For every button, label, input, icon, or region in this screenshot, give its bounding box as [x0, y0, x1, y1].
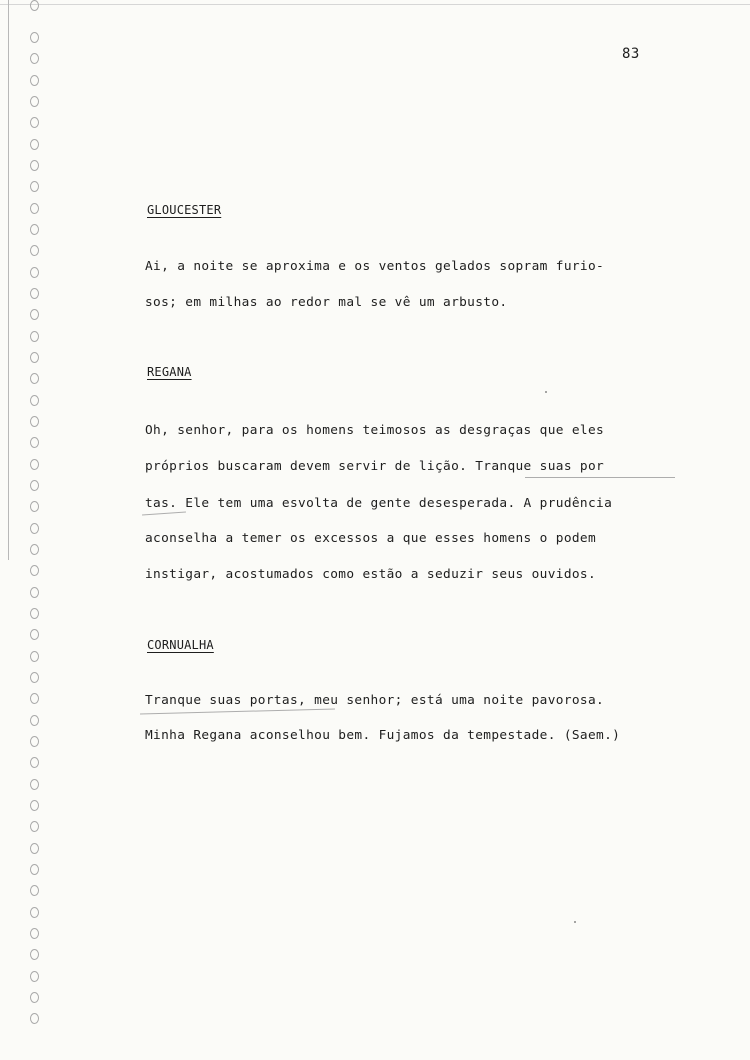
punch-hole-icon [30, 1013, 39, 1024]
punch-hole-icon [30, 224, 39, 235]
punch-hole-icon [30, 96, 39, 107]
punch-hole-icon [30, 587, 39, 598]
dialogue-line: sos; em milhas ao redor mal se vê um arbusto. [145, 295, 508, 310]
dialogue-line: Tranque suas portas, meu senhor; está uma noite pavorosa. [145, 693, 605, 708]
punch-hole-icon [30, 53, 39, 64]
punch-hole-icon [30, 523, 39, 534]
punch-hole-icon [30, 288, 39, 299]
punch-hole-icon [30, 75, 39, 86]
punch-hole-icon [30, 864, 39, 875]
punch-hole-icon [30, 203, 39, 214]
punch-hole-icon [30, 693, 39, 704]
punch-hole-icon [30, 139, 39, 150]
punch-hole-icon [30, 416, 39, 427]
punch-hole-icon [30, 160, 39, 171]
punch-hole-icon [30, 629, 39, 640]
punch-hole-icon [30, 544, 39, 555]
punched-holes-column [0, 0, 50, 1060]
punch-hole-icon [30, 437, 39, 448]
punch-hole-icon [30, 843, 39, 854]
punch-hole-icon [30, 651, 39, 662]
punch-hole-icon [30, 949, 39, 960]
punch-hole-icon [30, 352, 39, 363]
punch-hole-icon [30, 309, 39, 320]
pencil-underline-mark [142, 511, 186, 515]
punch-hole-icon [30, 885, 39, 896]
dialogue-line: Minha Regana aconselhou bem. Fujamos da tempestade. (Saem.) [145, 728, 621, 743]
punch-hole-icon [30, 715, 39, 726]
punch-hole-icon [30, 757, 39, 768]
punch-hole-icon [30, 267, 39, 278]
punch-hole-icon [30, 907, 39, 918]
punch-hole-icon [30, 928, 39, 939]
punch-hole-icon [30, 373, 39, 384]
punch-hole-icon [30, 501, 39, 512]
dialogue-line: tas. Ele tem uma esvolta de gente desesperada. A prudência [145, 496, 613, 511]
dialogue-line: Oh, senhor, para os homens teimosos as desgraças que eles [145, 423, 605, 438]
punch-hole-icon [30, 331, 39, 342]
paper-speck [545, 391, 547, 393]
page-number: 83 [622, 46, 640, 62]
dialogue-line: Ai, a noite se aproxima e os ventos gelados sopram furio- [145, 259, 605, 274]
dialogue-line: próprios buscaram devem servir de lição. Tranque suas por [145, 459, 605, 474]
punch-hole-icon [30, 32, 39, 43]
speaker-name: CORNUALHA [147, 638, 214, 652]
dialogue-line: instigar, acostumados como estão a seduzir seus ouvidos. [145, 567, 597, 582]
paper-speck [574, 921, 576, 923]
punch-hole-icon [30, 395, 39, 406]
punch-hole-icon [30, 779, 39, 790]
punch-hole-icon [30, 480, 39, 491]
punch-hole-icon [30, 736, 39, 747]
speaker-name: GLOUCESTER [147, 203, 222, 217]
punch-hole-icon [30, 117, 39, 128]
top-edge-rule [0, 4, 750, 5]
punch-hole-icon [30, 565, 39, 576]
pencil-underline-mark [525, 477, 675, 478]
pencil-underline-mark [140, 708, 335, 714]
punch-hole-icon [30, 971, 39, 982]
punch-hole-icon [30, 992, 39, 1003]
punch-hole-icon [30, 181, 39, 192]
punch-hole-icon [30, 672, 39, 683]
speaker-name: REGANA [147, 365, 192, 379]
punch-hole-icon [30, 800, 39, 811]
punch-hole-icon [30, 459, 39, 470]
punch-hole-icon [30, 821, 39, 832]
punch-hole-icon [30, 608, 39, 619]
punch-hole-icon [30, 245, 39, 256]
dialogue-line: aconselha a temer os excessos a que esses homens o podem [145, 531, 597, 546]
punch-hole-icon [30, 0, 39, 11]
